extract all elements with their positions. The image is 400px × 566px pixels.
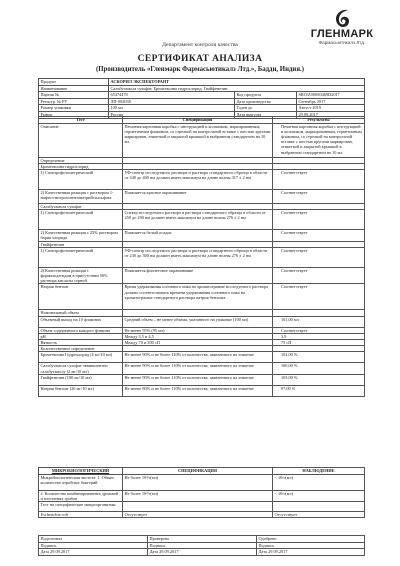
- table-row: [39, 123, 365, 157]
- result-cell: 97,00 %: [273, 385, 365, 396]
- signature-row: [39, 542, 365, 549]
- column-header-test: Тест: [39, 117, 123, 124]
- info-row-pack-size: [39, 105, 365, 112]
- info-label: Дата выпуска: [235, 111, 297, 118]
- info-row-batch: [39, 92, 365, 99]
- test-name-cell: 2) Качественная реакция с формальдегидом в присутствии 50% раствора кислоты серной: [39, 267, 123, 284]
- info-label: Годен до: [235, 105, 297, 112]
- table-row: [39, 385, 365, 396]
- micro-header-spec: СПЕЦИФИКАЦИЯ: [123, 468, 273, 475]
- info-label: Рынок: [39, 111, 109, 118]
- specification-cell: Не менее 90% и не более 110% от количества, заявленного на этикетке: [123, 374, 273, 385]
- glenmark-logo-icon: [333, 8, 351, 28]
- result-cell: Соответствует: [273, 284, 365, 310]
- checked-by-label: Проверено: [148, 536, 257, 543]
- info-value: Сентябрь 2017: [297, 98, 365, 105]
- result-cell: 3,9: [273, 333, 365, 339]
- result-cell: Соответствует: [273, 327, 365, 333]
- test-name-cell: Количественное определение: [39, 346, 123, 352]
- result-cell: Соответствует: [273, 190, 365, 204]
- specification-cell: Не менее 95% (95 мл): [123, 327, 273, 333]
- specification-cell: Появляется белый осадок: [123, 230, 273, 241]
- result-cell: Соответствует: [273, 230, 365, 241]
- table-row: [39, 474, 365, 490]
- info-label: Код продукта: [235, 92, 297, 99]
- date-prepared: Дата 29.09.2017: [39, 549, 148, 556]
- result-cell: [273, 502, 365, 512]
- info-value: SRO/Z000S0469D2017: [297, 92, 365, 99]
- test-name-cell: Микробиологическая чистота: 1. Общее количество аэробных бактерий: [39, 474, 123, 490]
- micro-table-header: [39, 468, 365, 475]
- info-value: Россия: [109, 111, 235, 118]
- test-name-cell: 2. Количество комбинированных дрожжей и плесневых грибов: [39, 490, 123, 501]
- result-cell: Печатная картонная коробка с инструкцией и колпачком, маркированным, герметичным флаконом, со стрелкой на контрольной вставке с шестью кругами маркирован, этикеткой и закрытой крышкой в выбранном стандартном на 10 мл.: [273, 123, 365, 157]
- info-label: Продукт: [39, 79, 109, 86]
- test-name-cell: Натрия бензоат (20 мг/10 мл): [39, 385, 123, 396]
- result-cell: 100,00 %: [273, 363, 365, 374]
- manufacturer-line: (Производитель «Гленмарк Фармасьютикалз Лтд.», Бадди, Индия.): [95, 66, 304, 73]
- info-value: 29.09.2017: [297, 111, 365, 118]
- micro-header-test: МИКРОБИОЛОГИЧЕСКИЙ: [39, 468, 123, 475]
- info-row-product: [39, 79, 365, 86]
- result-cell: Отсутствует: [273, 512, 365, 518]
- result-cell: 102,00 %: [273, 352, 365, 363]
- info-label: Регистр. № РУ: [39, 98, 109, 105]
- micro-header-result: НАБЛЮДЕНИЕ: [273, 468, 365, 475]
- test-name-cell: 1) Спектрофотометрический: [39, 210, 123, 230]
- info-label: Партия №: [39, 92, 109, 99]
- test-name-cell: Объем содержимого каждого флакона: [39, 327, 123, 333]
- test-name-cell: Определение: [39, 157, 123, 163]
- result-cell: Соответствует: [273, 210, 365, 230]
- test-name-cell: Номинальный объем: [39, 310, 123, 316]
- test-name-cell: Гвайфенезин (100 мг/10 мл): [39, 374, 123, 385]
- signature-approved: Подпись: [257, 542, 365, 549]
- table-row: [39, 230, 365, 241]
- date-checked: Дата 29.09.2017: [148, 549, 257, 556]
- test-name-cell: 2) Качественная реакция с 25% раствором бария хлорида: [39, 230, 123, 241]
- table-row: [39, 502, 365, 512]
- result-cell: 75 сП: [273, 340, 365, 346]
- table-row: [39, 284, 365, 310]
- test-name-cell: Тест на специфические микроорганизмы: [39, 502, 123, 512]
- specification-cell: Печатная картонная коробка с инструкцией и колпачком, маркированным, герметичным флаконом, со стрелкой на контрольной вставке с шестью кругами маркирован, этикеткой и закрытой крышкой в выбранном стандартном на 10 мл.: [123, 123, 273, 157]
- specification-cell: Не более 10³/г(мл): [123, 474, 273, 490]
- test-name-cell: 2) Качественная реакция с раствором 1-нафтол-нитрозопентанатрийсилсьфата: [39, 190, 123, 204]
- result-cell: 103,00 %: [273, 374, 365, 385]
- specification-cell: Не более 10²/г(мл): [123, 490, 273, 501]
- test-name-cell: Бромгексина Гидрохлорид (4 мг/10 мл): [39, 352, 123, 363]
- approved-by-label: Одобрено: [257, 536, 365, 543]
- signature-checked: Подпись: [148, 542, 257, 549]
- result-cell: Соответствует: [273, 247, 365, 267]
- result-cell: < 10/г(мл): [273, 490, 365, 501]
- product-info-table: [38, 78, 365, 119]
- specification-cell: Спектр исследуемого раствора и раствора стандартного образца в области от 250 до 290 нм должен иметь максимум на длине волны 276 ± 2 нм: [123, 210, 273, 230]
- table-row: [39, 490, 365, 501]
- date-approved: Дата 29.09.2017: [257, 549, 365, 556]
- test-name-cell: 1) Спектрофотометрический: [39, 170, 123, 190]
- test-name-cell: Объемный выход на 10 флаконах: [39, 316, 123, 327]
- info-row-name: [39, 85, 365, 92]
- specification-cell: Средний объем – не менее объема, указанного на упаковке (100 мл): [123, 316, 273, 327]
- info-label: Наименование: [39, 85, 109, 92]
- table-row: [39, 352, 365, 363]
- specification-cell: Не менее 80% и не более 110% от количества, заявленного на этикетке: [123, 385, 273, 396]
- table-row: [39, 247, 365, 267]
- specification-cell: Появляется красное окрашивание: [123, 190, 273, 204]
- test-name-cell: Escherichia coli: [39, 512, 123, 518]
- table-row: [39, 374, 365, 385]
- info-value: 65474478: [109, 92, 235, 99]
- table-row: [39, 512, 365, 518]
- micro-table: [38, 467, 365, 518]
- logo-subtitle: Фармасьютикалз Лтд.: [318, 40, 366, 45]
- test-name-cell: Вязкость: [39, 340, 123, 346]
- specification-cell: [123, 502, 273, 512]
- test-name-cell: 1) Спектрофотометрический: [39, 247, 123, 267]
- signature-role-row: [39, 536, 365, 543]
- table-row: [39, 267, 365, 284]
- specification-cell: Отсутствует: [123, 512, 273, 518]
- info-label: Дата производства: [235, 98, 297, 105]
- signature-table: [38, 535, 365, 556]
- table-row: [39, 316, 365, 327]
- info-row-registration: [39, 98, 365, 105]
- prepared-by-label: Подготовил: [39, 536, 148, 543]
- table-row: [39, 170, 365, 190]
- department-line: Департамент контроля качества: [162, 42, 238, 48]
- info-value: Сальбутамола сульфат, Бромгексина гидрохлорид, Гвайфенезин: [109, 85, 365, 92]
- result-cell: 101,00 мл: [273, 316, 365, 327]
- test-name-cell: Натрия бензоат: [39, 284, 123, 310]
- signature-date-row: [39, 549, 365, 556]
- table-row: [39, 210, 365, 230]
- test-name-cell: Сальбутамола сульфат: [39, 204, 123, 210]
- test-name-cell: Сальбутамола сульфат эквивалентно сальбутамолу (2 мг/10 мл): [39, 363, 123, 374]
- info-value: АСКОРИЛ ЭКСПЕКТОРАНТ: [109, 79, 365, 86]
- specification-cell: УФ-спектр исследуемого раствора и раствора стандартного образца в области от 230 до 300 нм должен иметь максимум на длине волны 276 ± 2 нм: [123, 247, 273, 267]
- result-cell: Соответствует: [273, 170, 365, 190]
- test-name-cell: Бромгексина гидрохлорид: [39, 163, 123, 169]
- specification-cell: Время удерживания основного пика на хроматограмме исследуемого раствора должно соответствовать времени удерживания основного пика на хроматограмме стандартного раствора натрия бензоата: [123, 284, 273, 310]
- specification-cell: УФ-спектр исследуемого раствора и раствора стандартного образца в области от 340 до 400 нм должен иметь максимум на длине волны 317 ± 2 нм: [123, 170, 273, 190]
- specification-cell: Между 3,5 и 4,5: [123, 333, 273, 339]
- table-row: [39, 363, 365, 374]
- specification-cell: Между 70 и 300 сП: [123, 340, 273, 346]
- specification-cell: Не менее 90% и не более 110% от количества, заявленного на этикетке: [123, 352, 273, 363]
- signature-prepared: Подпись: [39, 542, 148, 549]
- test-name-cell: Гвайфенезин: [39, 241, 123, 247]
- info-value: 100 мл: [109, 105, 235, 112]
- column-header-result: Результаты: [273, 117, 365, 124]
- test-table-header: [39, 117, 365, 124]
- info-label: Размер упаковки: [39, 105, 109, 112]
- result-cell: Соответствует: [273, 267, 365, 284]
- logo-wordmark: ГЛЕНМАРК: [310, 28, 374, 40]
- specification-cell: Появляется фиолетовое окрашивание: [123, 267, 273, 284]
- column-header-spec: Спецификация: [123, 117, 273, 124]
- test-results-table: [38, 116, 365, 397]
- info-value: ЛП-002038: [109, 98, 235, 105]
- test-name-cell: pH: [39, 333, 123, 339]
- specification-cell: Не менее 90% и не более 110% от количества, заявленного на этикетке: [123, 363, 273, 374]
- result-cell: < 10/г(мл): [273, 474, 365, 490]
- table-row: [39, 190, 365, 204]
- test-name-cell: Описание: [39, 123, 123, 157]
- document-title: СЕРТИФИКАТ АНАЛИЗА: [137, 54, 263, 64]
- info-value: Август 2019: [297, 105, 365, 112]
- company-logo: [292, 8, 392, 46]
